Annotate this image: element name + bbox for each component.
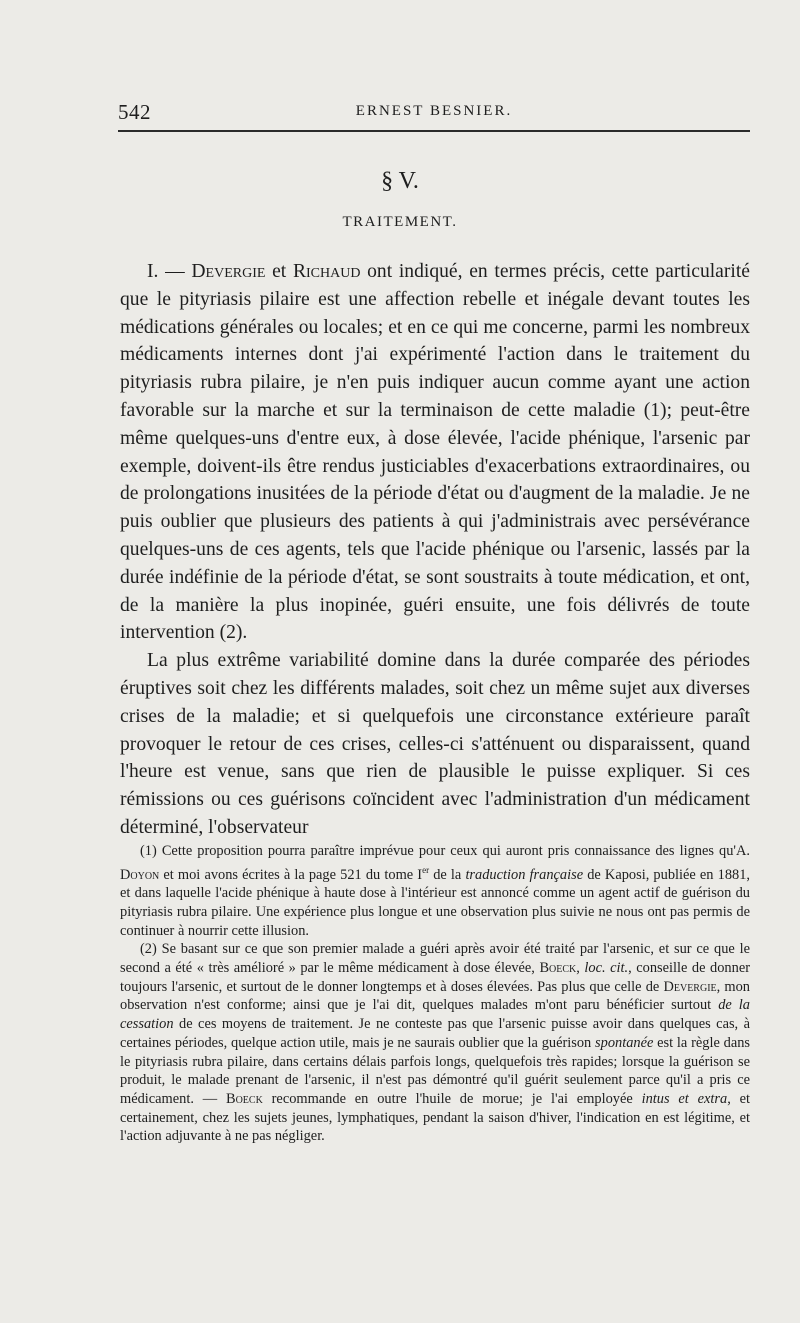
italic-text: traduction française: [465, 866, 584, 883]
header-rule: [118, 130, 750, 132]
text-run: et moi avons écrites à la page 521 du tome I: [159, 866, 423, 883]
superscript: er: [422, 864, 430, 875]
text-run: recommande en outre l'huile de morue; je l'ai employée: [262, 1090, 642, 1107]
paragraph-2: La plus extrême variabilité domine dans la durée comparée des périodes éruptives soit chez les différents malades, soit chez un même sujet aux diverses crises de la maladie; et si quelquefois une circonstance extérieure paraît provoquer le retour de ces crises, celles-ci s'atténuent ou disparaissent, quand l'heure est venue, sans que rien de plausible le puisse expliquer. Si ces rémissions ou ces guérisons coïncident avec l'administration d'un médicament déterminé, l'observateur: [120, 650, 750, 838]
footnote-1: [120, 842, 750, 940]
text-run: de Kaposi, publiée en 1881, et dans laquelle l'acide phénique à haute dose à l'intérieur est annoncé comme un agent actif de guérison du pityriasis rubra pilaire. Une expérience plus longue et une observation plus suivie ne nous ont pas permis de continuer à nourrir cette illusion.: [120, 866, 751, 939]
text-run: (1) Cette proposition pourra paraître imprévue pour ceux qui auront pris connaissance des lignes qu'A.: [140, 843, 750, 859]
footnotes: [120, 842, 750, 1146]
italic-text: spontanée: [595, 1034, 654, 1051]
page-header: [118, 100, 750, 128]
text-run: de la: [429, 866, 466, 883]
page-number: 542: [118, 100, 151, 124]
text-run: est la règle dans le pityriasis rubra pilaire, dans certains délais parfois longs, quelquefois très rapides; lorsque la guérison se produit, le malade prenant de l'arsenic, il n'est pas démontré qu'il guérit seulement parce qu'il a pris ce médicament. —: [120, 1034, 750, 1107]
text-run: , et certainement, chez les sujets jeunes, lymphatiques, pendant la saison d'hiver, l'indication en est légitime, et l'action adjuvante à ne pas négliger.: [120, 1090, 750, 1145]
text-run: , conseille de donner toujours l'arsenic, et surtout de le donner longtemps et à doses élevées. Pas plus que celle de: [120, 960, 750, 995]
author-name: Devergie: [191, 261, 266, 282]
author-name: Richaud: [292, 261, 361, 282]
text-run: I. —: [147, 261, 192, 282]
author-name: Doyon: [120, 866, 160, 883]
text-run: ,: [576, 960, 585, 977]
text-run: ont indiqué, en termes précis, cette particularité que le pityriasis pilaire est une affection rebelle et inégale devant toutes les médications générales ou locales; et en ce qui me concerne, parmi les nombreux médicaments internes dont j'ai expérimenté l'action dans le traitement du pityriasis rubra pilaire, je n'en puis indiquer aucun comme ayant une action favorable sur la marche et sur la terminaison de cette maladie (1); peut-être même quelques-uns d'entre eux, à dose élevée, l'acide phénique, l'arsenic par exemple, doivent-ils être rendus justiciables d'exacerbations extraordinaires, ou de prolongations inusitées de la période d'état ou d'augment de la maladie. Je ne puis oublier que plusieurs des patients à qui j'administrais avec persévérance quelques-uns de ces agents, tels que l'acide phénique ou l'arsenic, lassés par la durée indéfinie de la période d'état, se sont soustraits à toute médication, et ont, de la manière la plus inopinée, guéri ensuite, une fois délivrés de toute intervention (2).: [120, 261, 750, 644]
footnote-2: [120, 940, 750, 1146]
italic-text: de la cessation: [120, 997, 750, 1033]
author-name: Boeck: [539, 960, 577, 977]
author-name: Boeck: [225, 1090, 263, 1107]
section-title: TRAITEMENT.: [342, 214, 458, 230]
main-text: [120, 258, 750, 842]
paragraph-1: [120, 258, 750, 647]
italic-text: loc. cit.: [584, 960, 629, 977]
author-name: Devergie: [663, 978, 717, 995]
text-run: de ces moyens de traitement. Je ne conteste pas que l'arsenic puisse avoir dans quelques cas, à certaines périodes, quelque action utile, mais je ne saurais oublier que la guérison: [120, 1016, 750, 1051]
italic-text: intus et extra: [641, 1090, 728, 1107]
section-number: § V.: [381, 168, 419, 194]
text-run: (2) Se basant sur ce que son premier malade a guéri après avoir été traité par l'arsenic, et sur ce que le second a été « très amélioré » par le même médicament à dose élevée,: [120, 941, 750, 977]
text-run: , mon observation n'est conforme; ainsi que je l'ai dit, quelques malades m'ont paru bénéficier surtout: [120, 978, 750, 1014]
running-head: ERNEST BESNIER.: [355, 103, 513, 119]
text-run: et: [265, 261, 293, 282]
